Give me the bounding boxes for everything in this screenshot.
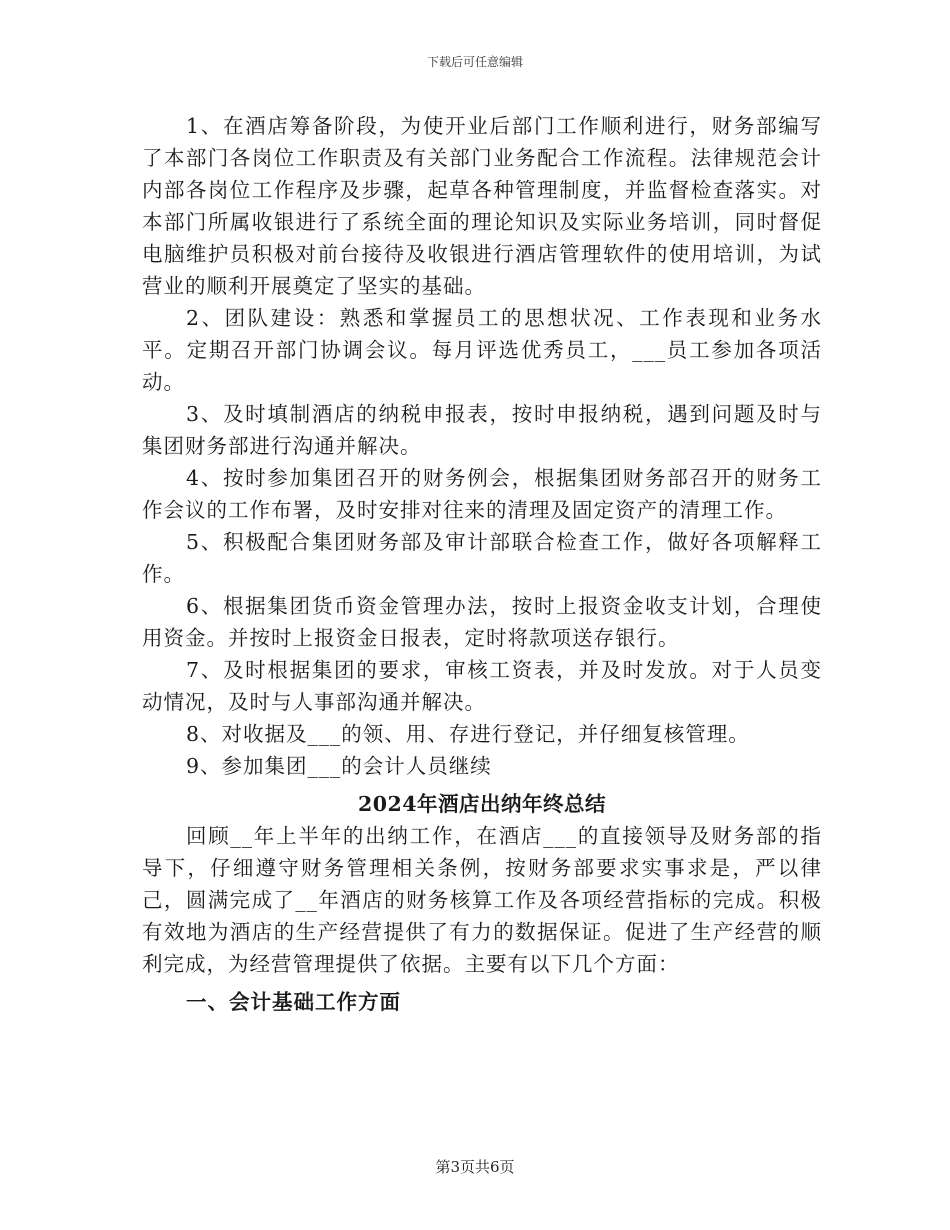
page-header-note: 下载后可任意编辑 bbox=[426, 55, 523, 69]
paragraph-1: 1、在酒店筹备阶段，为使开业后部门工作顺利进行，财务部编写了本部门各岗位工作职责及有关部门业务配合工作流程。法律规范会计内部各岗位工作程序及步骤，起草各种管理制度，并监督检查落实。对本部门所属收银进行了系统全面的理论知识及实际业务培训，同时督促电脑维护员积极对前台接待及收银进行酒店管理软件的使用培训，为试营业的顺利开展奠定了坚实的基础。 bbox=[142, 114, 822, 298]
paragraph-3: 3、及时填制酒店的纳税申报表，按时申报纳税，遇到问题及时与集团财务部进行沟通并解决。 bbox=[142, 402, 822, 458]
paragraph-8: 8、对收据及___的领、用、存进行登记，并仔细复核管理。 bbox=[186, 722, 750, 746]
section-heading: 一、会计基础工作方面 bbox=[186, 990, 401, 1014]
paragraph-6: 6、根据集团货币资金管理办法，按时上报资金收支计划，合理使用资金。并按时上报资金日报表，定时将款项送存银行。 bbox=[142, 594, 822, 650]
document-body bbox=[142, 110, 822, 1018]
paragraph-4: 4、按时参加集团召开的财务例会，根据集团财务部召开的财务工作会议的工作布署，及时安排对往来的清理及固定资产的清理工作。 bbox=[142, 466, 822, 522]
paragraph-5: 5、积极配合集团财务部及审计部联合检查工作，做好各项解释工作。 bbox=[142, 530, 822, 586]
paragraph-7: 7、及时根据集团的要求，审核工资表，并及时发放。对于人员变动情况，及时与人事部沟通并解决。 bbox=[142, 658, 822, 714]
document-title: 2024年酒店出纳年终总结 bbox=[357, 792, 607, 816]
paragraph-9: 9、参加集团___的会计人员继续 bbox=[186, 754, 492, 778]
intro-paragraph: 回顾__年上半年的出纳工作，在酒店___的直接领导及财务部的指导下，仔细遵守财务管理相关条例，按财务部要求实事求是，严以律己，圆满完成了__年酒店的财务核算工作及各项经营指标的完成。积极有效地为酒店的生产经营提供了有力的数据保证。促进了生产经营的顺利完成，为经营管理提供了依据。主要有以下几个方面： bbox=[142, 824, 822, 976]
paragraph-2: 2、团队建设：熟悉和掌握员工的思想状况、工作表现和业务水平。定期召开部门协调会议。每月评选优秀员工，___员工参加各项活动。 bbox=[142, 306, 822, 394]
page-number: 第3页共6页 bbox=[435, 1158, 515, 1176]
